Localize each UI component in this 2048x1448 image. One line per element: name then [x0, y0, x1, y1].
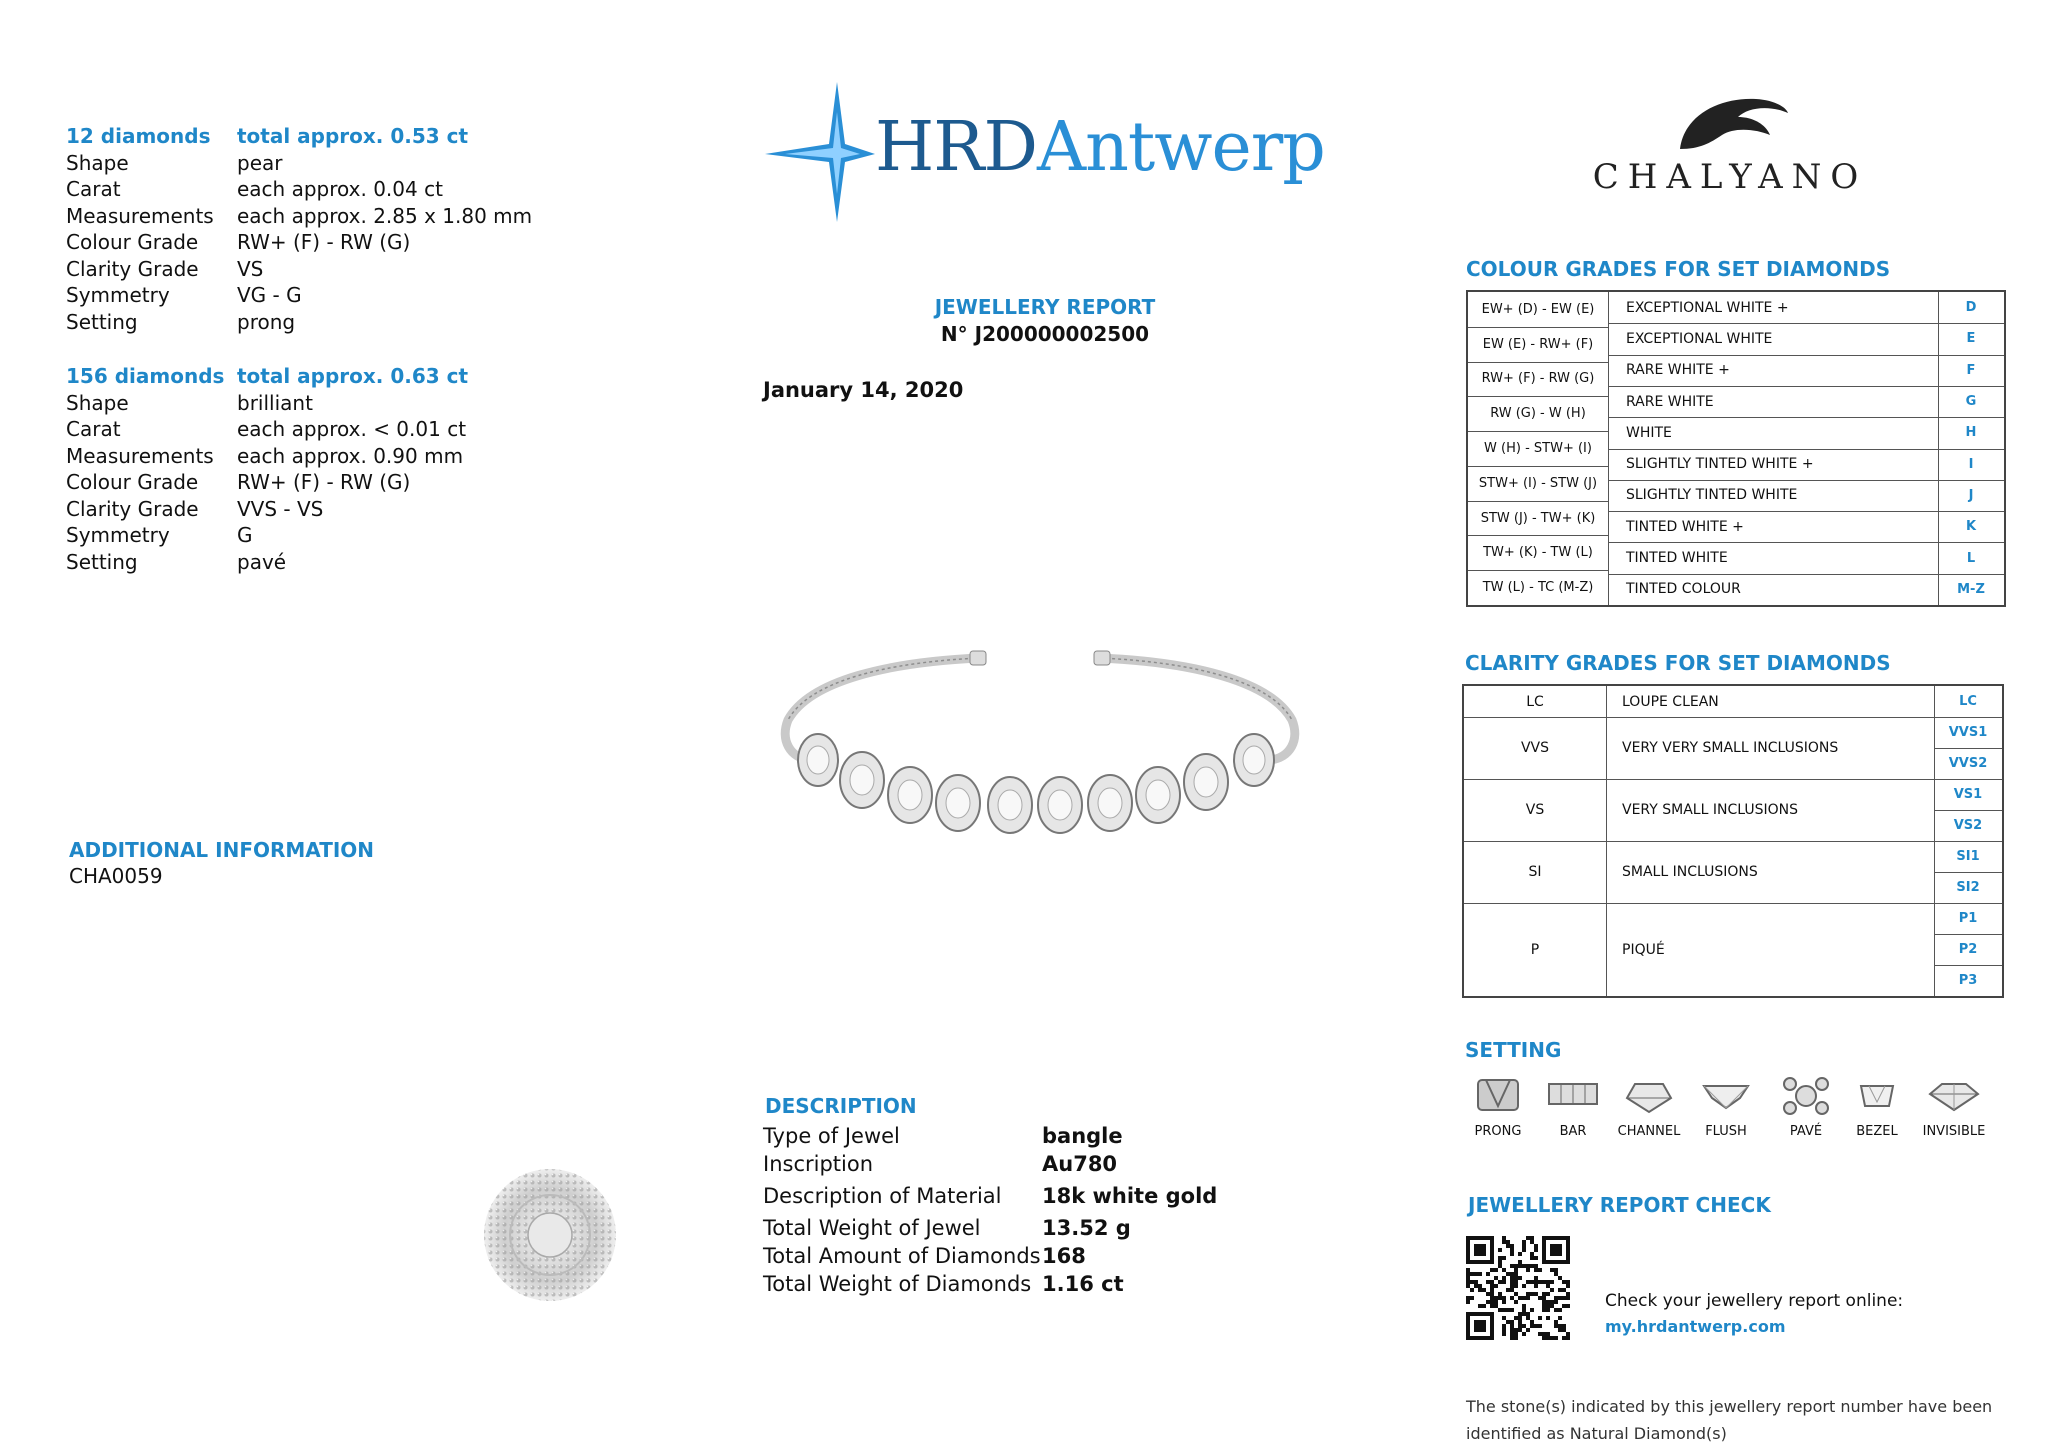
description-table [763, 1122, 1217, 1298]
spec-key: Shape [66, 390, 129, 415]
clarity-code: P1 [1958, 911, 1978, 926]
spec-key: Colour Grade [66, 230, 199, 254]
colour-grade-range: TW+ (K) - TW (L) [1483, 545, 1593, 561]
setting-item [1609, 1072, 1689, 1139]
colour-grade-code: L [1966, 550, 1976, 566]
clarity-abbr: P [1530, 941, 1540, 958]
spec-value: VG - G [237, 283, 302, 307]
report-date: January 14, 2020 [763, 378, 964, 402]
report-check-link[interactable]: my.hrdantwerp.com [1605, 1317, 1786, 1336]
stone-total: total approx. 0.53 ct [237, 124, 469, 148]
spec-value: RW+ (F) - RW (G) [237, 470, 411, 494]
stone-count: 12 diamonds [66, 124, 211, 148]
bezel-setting-icon [1847, 1072, 1907, 1116]
spec-value: RW+ (F) - RW (G) [237, 230, 411, 254]
colour-grade-range: RW (G) - W (H) [1490, 406, 1586, 422]
colour-grade-code: G [1965, 394, 1977, 410]
colour-grade-name: SLIGHTLY TINTED WHITE [1626, 487, 1798, 504]
clarity-code: VVS1 [1948, 725, 1988, 740]
setting-item [1914, 1072, 1994, 1139]
clarity-name: SMALL INCLUSIONS [1622, 864, 1758, 880]
description-key: Description of Material [763, 1184, 1002, 1208]
stone-total: total approx. 0.63 ct [237, 364, 469, 388]
colour-grade-range: TW (L) - TC (M-Z) [1482, 580, 1594, 596]
invisible-setting-icon [1924, 1072, 1984, 1116]
clarity-code: P3 [1958, 973, 1978, 988]
report-number: N° J200000002500 [940, 322, 1150, 346]
setting-label: CHANNEL [1617, 1124, 1681, 1139]
clarity-grades-table [1462, 684, 2004, 998]
report-title: JEWELLERY REPORT [934, 295, 1156, 319]
chalyano-logo-text: CHALYANO [1592, 157, 1868, 197]
clarity-abbr: SI [1528, 864, 1542, 880]
colour-grade-name: RARE WHITE + [1626, 362, 1730, 379]
spec-key: Symmetry [66, 523, 170, 547]
colour-grade-name: TINTED COLOUR [1626, 581, 1741, 598]
additional-info-value: CHA0059 [69, 864, 163, 888]
spec-value: pavé [237, 549, 287, 574]
setting-label: PAVÉ [1789, 1124, 1823, 1139]
chalyano-logo [1560, 95, 1900, 195]
spec-value: each approx. 0.04 ct [237, 177, 443, 201]
additional-info-title: ADDITIONAL INFORMATION [69, 838, 375, 862]
colour-grade-code: D [1965, 300, 1977, 316]
report-check-text: Check your jewellery report online: [1605, 1291, 1904, 1311]
spec-value: G [237, 523, 253, 547]
spec-value: each approx. < 0.01 ct [237, 417, 467, 441]
description-value: 1.16 ct [1042, 1272, 1124, 1296]
description-value: 13.52 g [1042, 1216, 1131, 1240]
clarity-abbr: LC [1526, 693, 1544, 710]
spec-key: Symmetry [66, 283, 170, 307]
colour-grades-table [1466, 290, 2006, 607]
prong-setting-icon [1468, 1072, 1528, 1116]
setting-label: BAR [1559, 1124, 1587, 1139]
setting-item [1686, 1072, 1766, 1139]
clarity-code: VS2 [1953, 818, 1983, 833]
bar-setting-icon [1543, 1072, 1603, 1116]
setting-item [1766, 1072, 1846, 1139]
setting-label: INVISIBLE [1922, 1124, 1986, 1139]
setting-label: BEZEL [1856, 1124, 1898, 1139]
spec-key: Measurements [66, 203, 214, 228]
spec-value: prong [237, 309, 296, 334]
flush-setting-icon [1696, 1072, 1756, 1116]
colour-grade-name: TINTED WHITE [1626, 550, 1728, 567]
spec-key: Clarity Grade [66, 496, 199, 521]
colour-grade-name: SLIGHTLY TINTED WHITE + [1626, 456, 1814, 473]
clarity-code: VS1 [1953, 787, 1983, 802]
clarity-abbr: VS [1525, 802, 1545, 818]
spec-key: Clarity Grade [66, 256, 199, 281]
footer-note-line-1: The stone(s) indicated by this jewellery report number have been [1466, 1397, 1993, 1416]
description-value: 168 [1042, 1244, 1086, 1268]
description-key: Type of Jewel [763, 1124, 900, 1148]
colour-grade-code: H [1965, 425, 1977, 441]
clarity-name: VERY VERY SMALL INCLUSIONS [1622, 740, 1839, 756]
description-value: 18k white gold [1042, 1184, 1218, 1208]
bangle-photo-icon [770, 640, 1310, 870]
pave-setting-icon [1776, 1072, 1836, 1116]
spec-value: pear [237, 150, 283, 175]
star-icon [765, 82, 875, 222]
antwerp-logo-text: Antwerp [1037, 108, 1325, 187]
spec-value: each approx. 2.85 x 1.80 mm [237, 203, 533, 228]
spec-key: Shape [66, 150, 129, 175]
qr-code-icon [1466, 1236, 1570, 1340]
spec-key: Measurements [66, 443, 214, 468]
colour-grade-range: W (H) - STW+ (I) [1484, 440, 1592, 456]
colour-grade-name: RARE WHITE [1626, 393, 1714, 410]
colour-grade-code: F [1966, 362, 1976, 378]
colour-grade-range: EW (E) - RW+ (F) [1482, 336, 1594, 352]
spec-key: Colour Grade [66, 470, 199, 494]
clarity-name: VERY SMALL INCLUSIONS [1622, 802, 1798, 818]
spec-value: each approx. 0.90 mm [237, 443, 464, 468]
stone-count: 156 diamonds [66, 364, 225, 388]
description-value: Au780 [1042, 1152, 1118, 1176]
clarity-name: PIQUÉ [1622, 941, 1665, 958]
description-key: Total Weight of Jewel [763, 1216, 981, 1240]
spec-key: Setting [66, 549, 138, 574]
colour-grade-range: STW+ (I) - STW (J) [1478, 475, 1598, 491]
stone-group-1 [66, 123, 532, 335]
spec-key: Setting [66, 309, 138, 334]
description-key: Inscription [763, 1152, 874, 1176]
report-check-title: JEWELLERY REPORT CHECK [1468, 1193, 1771, 1217]
spec-key: Carat [66, 177, 121, 201]
spec-value: brilliant [237, 390, 313, 415]
clarity-code: LC [1959, 694, 1977, 709]
spec-value: VVS - VS [237, 496, 324, 521]
footer-note-line-2: identified as Natural Diamond(s) [1466, 1424, 1727, 1443]
setting-title: SETTING [1465, 1038, 1562, 1062]
clarity-abbr: VVS [1520, 740, 1550, 756]
clarity-code: VVS2 [1948, 756, 1988, 771]
clarity-code: SI2 [1956, 880, 1980, 895]
colour-grade-name: EXCEPTIONAL WHITE + [1626, 299, 1789, 316]
description-title: DESCRIPTION [765, 1094, 917, 1118]
colour-grade-name: TINTED WHITE + [1626, 518, 1744, 535]
clarity-code: P2 [1958, 942, 1978, 957]
colour-grade-code: E [1966, 331, 1976, 347]
setting-item [1837, 1072, 1917, 1139]
colour-grade-range: EW+ (D) - EW (E) [1481, 301, 1595, 317]
colour-grade-code: K [1965, 519, 1977, 535]
channel-setting-icon [1619, 1072, 1679, 1116]
colour-grades-title: COLOUR GRADES FOR SET DIAMONDS [1466, 257, 1891, 281]
hrd-antwerp-logo [765, 82, 1325, 222]
colour-grade-code: I [1968, 456, 1974, 472]
spec-key: Carat [66, 417, 121, 441]
clarity-code: SI1 [1956, 849, 1980, 864]
setting-item [1533, 1072, 1613, 1139]
setting-label: PRONG [1474, 1124, 1522, 1139]
colour-grade-name: EXCEPTIONAL WHITE [1626, 330, 1773, 347]
clarity-grades-title: CLARITY GRADES FOR SET DIAMONDS [1465, 651, 1891, 675]
colour-grade-code: J [1968, 487, 1974, 503]
setting-item [1458, 1072, 1538, 1139]
description-value: bangle [1042, 1124, 1123, 1148]
colour-grade-range: RW+ (F) - RW (G) [1481, 371, 1595, 387]
chalyano-emblem-icon [1670, 95, 1790, 151]
setting-label: FLUSH [1705, 1124, 1747, 1139]
hrd-logo-text: HRD [875, 108, 1038, 187]
description-key: Total Amount of Diamonds [763, 1244, 1041, 1268]
colour-grade-range: STW (J) - TW+ (K) [1480, 510, 1596, 526]
clarity-name: LOUPE CLEAN [1622, 693, 1719, 710]
stone-group-2 [66, 363, 468, 575]
description-key: Total Weight of Diamonds [763, 1272, 1032, 1296]
diamond-photo-icon [480, 1165, 620, 1305]
spec-value: VS [237, 256, 264, 281]
colour-grade-name: WHITE [1626, 424, 1672, 441]
colour-grade-code: M-Z [1957, 581, 1985, 597]
